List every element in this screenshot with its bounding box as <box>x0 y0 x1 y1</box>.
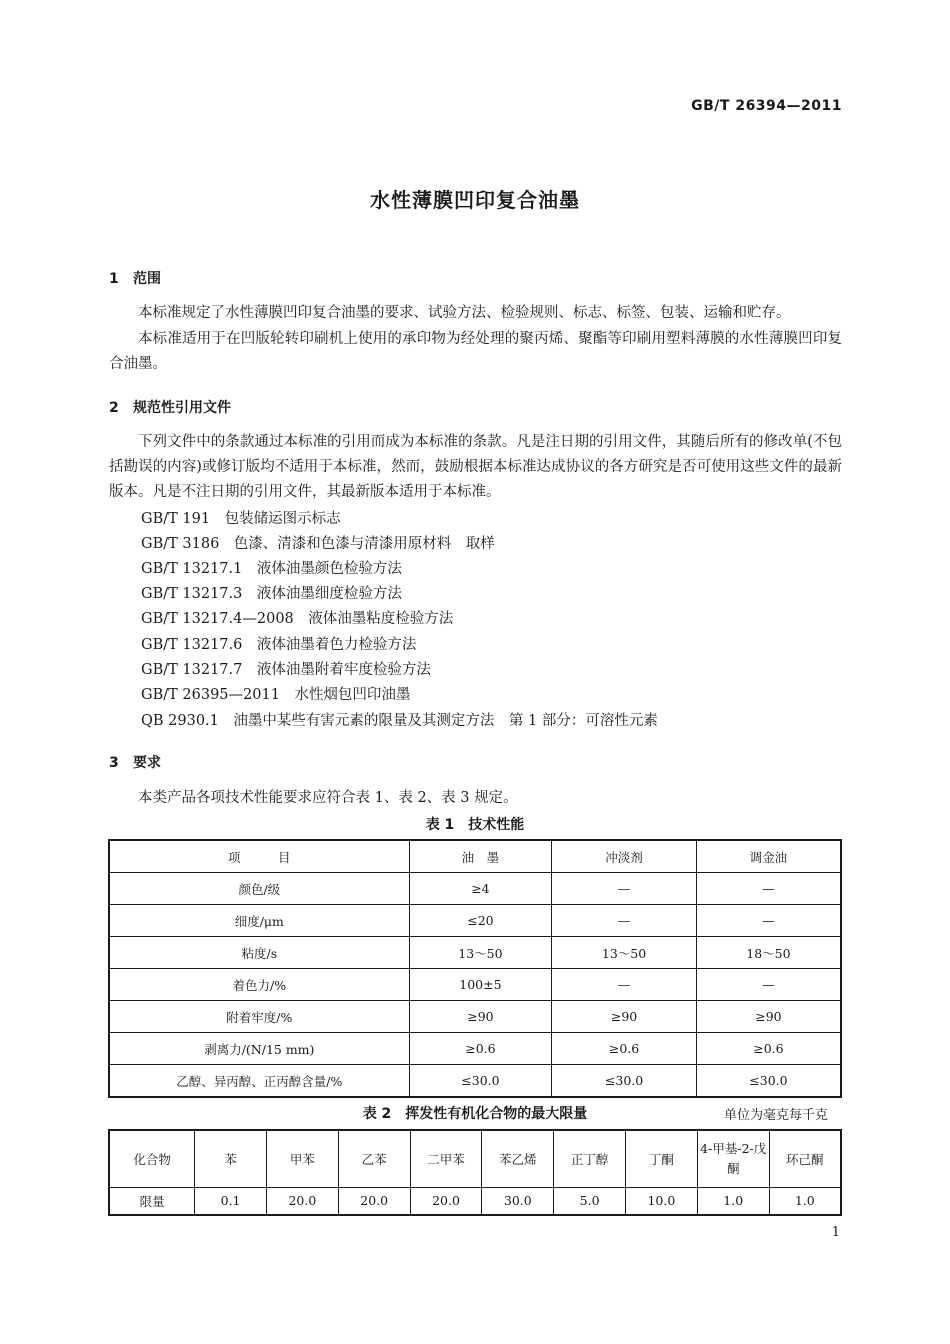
table-cell: ≤20 <box>409 905 552 937</box>
reference-item: GB/T 13217.3 液体油墨细度检验方法 <box>141 586 402 602</box>
column-header: 环己酮 <box>769 1130 841 1187</box>
column-header: 甲苯 <box>266 1130 338 1187</box>
column-header: 项 目 <box>109 840 409 873</box>
reference-item: GB/T 3186 色漆、清漆和色漆与清漆用原材料 取样 <box>141 536 495 552</box>
table-cell: 100±5 <box>409 969 552 1001</box>
table-cell: ≥90 <box>409 1001 552 1033</box>
column-header: 冲淡剂 <box>552 840 697 873</box>
column-header: 油 墨 <box>409 840 552 873</box>
table-row <box>109 1187 841 1215</box>
table-cell: 粘度/s <box>109 937 409 969</box>
table-row <box>109 905 841 937</box>
row-header: 化合物 <box>109 1130 195 1187</box>
column-header: 丁酮 <box>626 1130 698 1187</box>
table-1-caption: 表 1 技术性能 <box>425 817 525 833</box>
column-header: 二甲苯 <box>410 1130 482 1187</box>
table-cell: 1.0 <box>769 1187 841 1215</box>
table-cell: ≥4 <box>409 873 552 905</box>
reference-item: GB/T 13217.4—2008 液体油墨粘度检验方法 <box>141 611 454 627</box>
column-header: 乙苯 <box>338 1130 410 1187</box>
section-1-heading <box>109 268 161 288</box>
table-cell: — <box>696 905 841 937</box>
table-cell: 13～50 <box>552 937 697 969</box>
section-title: 规范性引用文件 <box>133 400 231 416</box>
table-cell: — <box>696 873 841 905</box>
voc-limits-table <box>108 1129 842 1216</box>
section-2-heading <box>109 397 231 417</box>
table-cell: — <box>552 969 697 1001</box>
table-cell: ≥90 <box>696 1001 841 1033</box>
table-header-row <box>109 840 841 873</box>
table-row <box>109 873 841 905</box>
reference-item: GB/T 13217.7 液体油墨附着牢度检验方法 <box>141 662 431 678</box>
table-header-row <box>109 1130 841 1187</box>
table-cell: 20.0 <box>338 1187 410 1215</box>
section-number: 1 <box>109 271 119 287</box>
table-row <box>109 937 841 969</box>
row-header: 限量 <box>109 1187 195 1215</box>
reference-item: GB/T 26395—2011 水性烟包凹印油墨 <box>141 687 411 703</box>
table-cell: — <box>696 969 841 1001</box>
table-row <box>109 969 841 1001</box>
section-1-paragraph-2: 本标准适用于在凹版轮转印刷机上使用的承印物为经处理的聚丙烯、聚酯等印刷用塑料薄膜的水性薄膜凹印复合油墨。 <box>109 331 842 372</box>
reference-item: QB 2930.1 油墨中某些有害元素的限量及其测定方法 第 1 部分：可溶性元素 <box>141 713 658 729</box>
table-cell: ≤30.0 <box>552 1065 697 1098</box>
table-2-caption: 表 2 挥发性有机化合物的最大限量 <box>362 1106 588 1122</box>
table-cell: 细度/μm <box>109 905 409 937</box>
column-header: 苯乙烯 <box>482 1130 554 1187</box>
section-3-paragraph-1: 本类产品各项技术性能要求应符合表 1、表 2、表 3 规定。 <box>138 790 518 806</box>
table-cell: ≥90 <box>552 1001 697 1033</box>
table-cell: 剥离力/(N/15 mm) <box>109 1033 409 1065</box>
standard-number: GB/T 26394—2011 <box>691 98 842 114</box>
section-2-paragraph-1: 下列文件中的条款通过本标准的引用而成为本标准的条款。凡是注日期的引用文件，其随后所有的修改单(不包括勘误的内容)或修订版均不适用于本标准，然而，鼓励根据本标准达成协议的各方研究是否可使用这些文件的最新版本。凡是不注日期的引用文件，其最新版本适用于本标准。 <box>109 434 842 500</box>
page-number: 1 <box>831 1225 840 1240</box>
table-cell: 18～50 <box>696 937 841 969</box>
section-3-heading <box>109 752 161 772</box>
reference-item: GB/T 191 包装储运图示标志 <box>141 511 341 527</box>
table-cell: — <box>552 873 697 905</box>
table-cell: 10.0 <box>626 1187 698 1215</box>
table-cell: 着色力/% <box>109 969 409 1001</box>
table-cell: 30.0 <box>482 1187 554 1215</box>
table-cell: 20.0 <box>410 1187 482 1215</box>
table-cell: 0.1 <box>195 1187 267 1215</box>
table-cell: 5.0 <box>554 1187 626 1215</box>
section-number: 2 <box>109 400 119 416</box>
section-number: 3 <box>109 755 119 771</box>
column-header: 苯 <box>195 1130 267 1187</box>
table-cell: 乙醇、异丙醇、正丙醇含量/% <box>109 1065 409 1098</box>
section-title: 要求 <box>133 755 161 771</box>
table-cell: ≥0.6 <box>409 1033 552 1065</box>
table-row <box>109 1001 841 1033</box>
table-cell: 附着牢度/% <box>109 1001 409 1033</box>
table-2-unit: 单位为毫克每千克 <box>723 1108 828 1123</box>
technical-performance-table <box>108 839 842 1098</box>
column-header: 正丁醇 <box>554 1130 626 1187</box>
table-row <box>109 1065 841 1098</box>
table-cell: 20.0 <box>266 1187 338 1215</box>
column-header: 调金油 <box>696 840 841 873</box>
table-cell: 1.0 <box>697 1187 769 1215</box>
column-header: 4-甲基-2-戊酮 <box>697 1130 769 1187</box>
table-cell: ≥0.6 <box>696 1033 841 1065</box>
section-title: 范围 <box>133 271 161 287</box>
table-cell: 颜色/级 <box>109 873 409 905</box>
table-cell: ≥0.6 <box>552 1033 697 1065</box>
table-cell: 13～50 <box>409 937 552 969</box>
reference-item: GB/T 13217.6 液体油墨着色力检验方法 <box>141 637 417 653</box>
table-cell: — <box>552 905 697 937</box>
table-row <box>109 1033 841 1065</box>
table-cell: ≤30.0 <box>409 1065 552 1098</box>
table-cell: ≤30.0 <box>696 1065 841 1098</box>
reference-item: GB/T 13217.1 液体油墨颜色检验方法 <box>141 561 402 577</box>
document-title: 水性薄膜凹印复合油墨 <box>370 188 580 212</box>
section-1-paragraph-1: 本标准规定了水性薄膜凹印复合油墨的要求、试验方法、检验规则、标志、标签、包装、运输和贮存。 <box>138 305 791 321</box>
